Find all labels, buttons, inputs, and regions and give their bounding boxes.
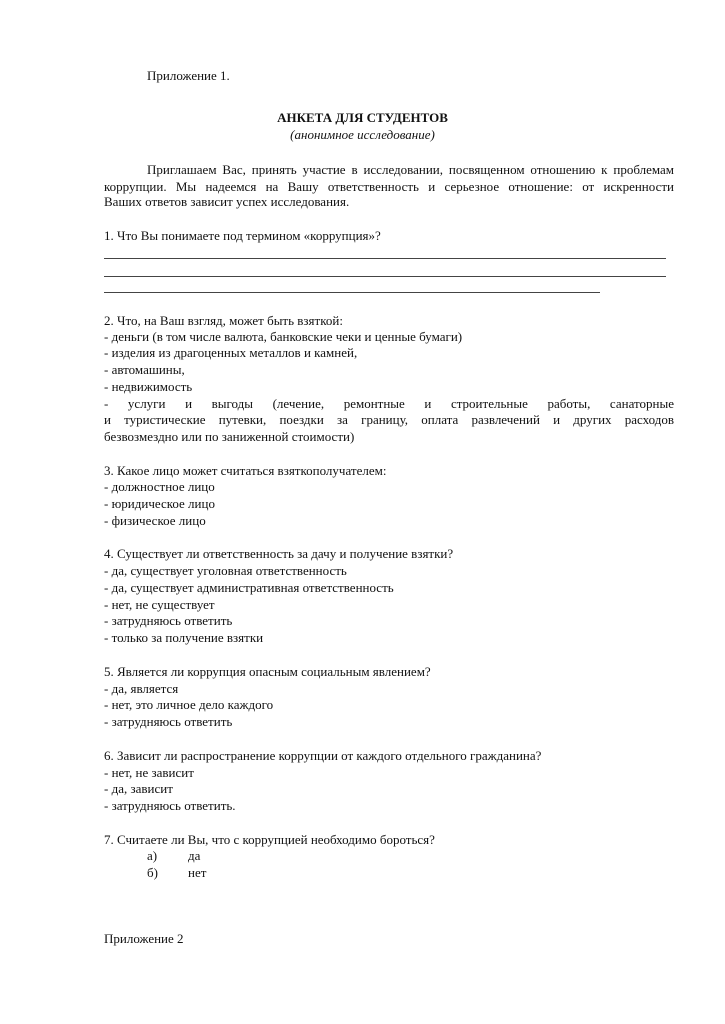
q6-option: - да, зависит xyxy=(104,781,173,796)
appendix-1-label: Приложение 1. xyxy=(147,68,230,83)
q5-option: - нет, это личное дело каждого xyxy=(104,697,274,712)
question-7: 7. Считаете ли Вы, что с коррупцией необходимо бороться? xyxy=(104,832,435,847)
document-title: АНКЕТА ДЛЯ СТУДЕНТОВ xyxy=(277,110,448,125)
q6-option: - нет, не зависит xyxy=(104,765,194,780)
question-1: 1. Что Вы понимаете под термином «коррупция»? xyxy=(104,228,381,243)
q3-option: - должностное лицо xyxy=(104,479,215,494)
q5-option: - затрудняюсь ответить xyxy=(104,714,233,729)
document-subtitle: (анонимное исследование) xyxy=(290,127,435,142)
q4-option: - нет, не существует xyxy=(104,597,215,612)
q7-option-text: да xyxy=(188,848,201,863)
q5-option: - да, является xyxy=(104,681,179,696)
question-6: 6. Зависит ли распространение коррупции от каждого отдельного гражданина? xyxy=(104,748,542,763)
q6-option: - затрудняюсь ответить. xyxy=(104,798,236,813)
q2-long-option-line-3: безвозмездно или по заниженной стоимости) xyxy=(104,429,355,444)
q7-option-text: нет xyxy=(188,865,207,880)
intro-line-1: Приглашаем Вас, принять участие в исследовании, посвященном отношению к проблемам xyxy=(147,162,674,177)
q2-option: - недвижимость xyxy=(104,379,193,394)
q4-option: - да, существует уголовная ответственность xyxy=(104,563,347,578)
question-2: 2. Что, на Ваш взгляд, может быть взяткой: xyxy=(104,313,343,328)
q7-option-letter: б) xyxy=(147,865,158,880)
question-4: 4. Существует ли ответственность за дачу и получение взятки? xyxy=(104,546,454,561)
q3-option: - юридическое лицо xyxy=(104,496,215,511)
q4-option: - да, существует административная ответственность xyxy=(104,580,394,595)
q4-option: - затрудняюсь ответить xyxy=(104,613,233,628)
q2-option: - деньги (в том числе валюта, банковские чеки и ценные бумаги) xyxy=(104,329,463,344)
appendix-2-label: Приложение 2 xyxy=(104,931,184,946)
q3-option: - физическое лицо xyxy=(104,513,206,528)
answer-line-2 xyxy=(104,276,666,277)
answer-line-1 xyxy=(104,258,666,259)
intro-line-2: коррупции. Мы надеемся на Вашу ответственность и серьезное отношение: от искренности xyxy=(104,179,674,194)
question-3: 3. Какое лицо может считаться взяткополучателем: xyxy=(104,463,387,478)
q4-option: - только за получение взятки xyxy=(104,630,264,645)
answer-line-3 xyxy=(104,292,600,293)
q2-option: - автомашины, xyxy=(104,362,185,377)
q2-long-option-line-1: - услуги и выгоды (лечение, ремонтные и строительные работы, санаторные xyxy=(104,396,674,411)
q2-long-option-line-2: и туристические путевки, поездки за границу, оплата развлечений и других расходов xyxy=(104,412,674,427)
q7-option-letter: а) xyxy=(147,848,158,863)
intro-line-3: Ваших ответов зависит успех исследования. xyxy=(104,194,350,209)
q2-option: - изделия из драгоценных металлов и камней, xyxy=(104,345,358,360)
question-5: 5. Является ли коррупция опасным социальным явлением? xyxy=(104,664,431,679)
